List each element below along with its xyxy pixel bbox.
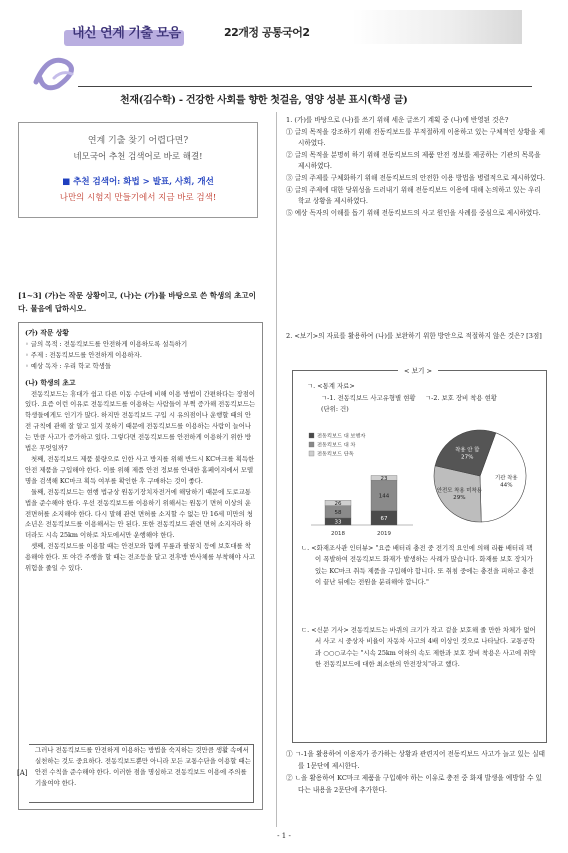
accident-bar-chart <box>303 429 419 541</box>
series-title: 22개정 공통국어2 <box>224 26 310 39</box>
bracket-a <box>17 744 254 803</box>
ga-item: ◦ 예상 독자 : 우리 학교 학생들 <box>25 361 112 370</box>
pie-slice-label: 안전모 착용 미착용 <box>436 487 482 494</box>
page-number: - 1 - <box>277 832 291 840</box>
legend-swatch <box>309 451 314 456</box>
bracket-a-label: [A] <box>17 769 28 777</box>
passage-box <box>18 322 263 810</box>
na-paragraph: 첫째, 전동킥보드 제품 불량으로 인한 사고 방지를 위해 반드시 KC마크를 획득한 안전 제품을 구입해야 한다. 이를 위해 제품 안전 정보를 안내한 홈페이지에서 모델명을 검색해 KC마크 획득 여부를 확인한 후 구매하는 것이 좋다. <box>25 454 255 485</box>
question-1-stem: 1. (가)를 바탕으로 (나)를 쓰기 위해 세운 글쓰기 계획 중 (나)에 반영된 것은? <box>286 116 509 124</box>
legend-label: 전동킥보드 대 보행자 <box>317 433 366 440</box>
document-title: 천재(김수학) - 건강한 사회를 향한 첫걸음, 영양 성분 표시(학생 글) <box>120 95 408 106</box>
pie-chart-title: ㄱ-2. 보호 장비 착용 현황 <box>425 394 497 402</box>
na-paragraph: 전동킥보드는 휴대가 쉽고 다른 이동 수단에 비해 이용 방법이 간편하다는 장점이 있다. 요즘 이런 이유로 전동킥보드를 이용하는 사람들이 부쩍 증가해 전동킥보드는 학생들에게도 인기가 많다. 하지만 전동킥보드 구입 시 유의점이나 운행할 때의 안전 규칙에 관해 잘 알고 있지 못하기 때문에 전동킥보드를 이용하는 사람이 늘어나는 만큼 사고가 증가하고 있다. 그렇다면 전동킥보드를 안전하게 이용하기 위한 방법은 무엇일까? <box>25 389 256 453</box>
article-text: ㄷ. <신문 기사> 전동킥보드는 바퀴의 크기가 작고 겉을 보호해 줄 만한 차체가 없어서 사고 시 중상자 비율이 자동차 사고의 4배 이상인 것으로 나타났다. 교통공학과 ○○○교수는 "시속 25km 이하의 속도 제한과 보호 장비 착용은 사고에 취약한 전동킥보드에 대한 최소한의 안전장치"라고 했다. <box>301 626 536 669</box>
bar-value-label: 23 <box>380 475 388 482</box>
column-divider <box>276 112 277 827</box>
promo-line-2: 네모국어 추천 검색어로 바로 해결! <box>73 152 203 162</box>
option[interactable]: ④ 글의 주제에 대한 당위성을 드러내기 위해 전동킥보드 이용에 대해 논의하고 있는 우리 학교 상황을 제시하였다. <box>286 185 541 206</box>
category-tick-label: 2018 <box>331 531 345 537</box>
option[interactable]: ② ㄴ을 활용하여 KC마크 제품을 구입해야 하는 이유로 충전 중 화재 발생을 예방할 수 있다는 내용을 2문단에 추가한다. <box>286 774 542 794</box>
question-set-intro: [1~3] (가)는 작문 상황이고, (나)는 (가)를 바탕으로 쓴 학생의 초고이다. 물음에 답하시오. <box>18 291 256 313</box>
pie-slice-label: 기관 착용 <box>495 475 518 482</box>
question-1 <box>286 115 546 219</box>
legend-label: 전동킥보드 단독 <box>317 451 354 458</box>
bracket-a-text: 그러나 전동킥보드를 안전하게 이용하는 방법을 숙지하는 것만큼 생활 속에서 실천하는 것도 중요하다. 전동킥보드뿐만 아니라 모든 교통수단을 이용할 때는 안전 수칙을 준수해야 한다. 이러한 점을 명심하고 전동킥보드 이용에 주의를 기울여야 한다. <box>35 746 251 787</box>
pie-slice-value: 44% <box>500 482 513 489</box>
legend-label: 전동킥보드 대 차 <box>317 442 356 449</box>
protective-gear-pie-chart <box>421 417 539 535</box>
bar-value-label: 144 <box>378 493 390 500</box>
stats-heading: ㄱ. <통계 자료> <box>307 382 355 390</box>
bar-value-label: 26 <box>334 500 342 507</box>
legend-swatch <box>309 433 314 438</box>
bar-value-label: 58 <box>334 509 342 516</box>
ga-item: ◦ 주제 : 전동킥보드를 안전하게 이용하자. <box>25 350 142 359</box>
section-na-title: (나) 학생의 초고 <box>25 378 76 387</box>
bar-value-label: 67 <box>380 515 388 522</box>
promo-line-1: 연계 기출 찾기 어렵다면? <box>87 136 189 146</box>
ga-item: ◦ 글의 목적 : 전동킥보드를 안전하게 이용하도록 설득하기 <box>25 339 188 348</box>
option[interactable]: ⑤ 예상 독자의 이해를 돕기 위해 전동킥보드의 사고 원인을 사례를 중심으로 제시하였다. <box>286 208 541 217</box>
na-paragraph: 둘째, 전동킥보드는 현행 법규상 원동기장치자전거에 해당하기 때문에 도로교통법을 준수해야 한다. 우선 전동킥보드를 이용하기 위해서는 원동기 면허 이상의 운전면허를 소지해야 한다. 다시 말해 관련 면허를 소지할 수 없는 만 16세 미만의 청소년은 전동킥보드를 이용해서는 안 된다. 또한 전동킥보드 관련 면허 소지자라 하더라도 시속 25km 이하로 차도에서만 운행해야 한다. <box>25 487 253 540</box>
pie-slice-value: 27% <box>461 454 474 461</box>
promo-box <box>18 122 258 218</box>
title-rule <box>78 86 532 87</box>
bogi-box <box>292 367 547 743</box>
badge-title: 내신 연계 기출 모음 <box>72 26 181 41</box>
question-2-stem: 2. <보기>의 자료를 활용하여 (나)를 보완하기 위한 방안으로 적절하지 않은 것은? [3점] <box>286 332 542 340</box>
pie-slice-label: 착용 안 함 <box>455 447 480 454</box>
bar-value-label: 33 <box>334 519 342 526</box>
banner-gradient <box>352 10 522 44</box>
option[interactable]: ③ 글의 주제를 구체화하기 위해 전동킥보드의 안전한 이용 방법을 병렬적으로 제시하였다. <box>286 173 545 182</box>
option[interactable]: ① ㄱ-1을 활용하여 이용자가 증가하는 상황과 관련지어 전동킥보드 사고가 늘고 있는 실태를 1문단에 제시한다. <box>286 750 546 770</box>
na-paragraph: 셋째, 전동킥보드를 이용할 때는 안전모와 함께 무릎과 팔꿈치 등에 보호대를 착용해야 한다. 또 야간 주행을 할 때는 전조등을 달고 전후방 반사체를 부착해야 사고 위험을 줄일 수 있다. <box>25 542 256 573</box>
legend-swatch <box>309 442 314 447</box>
bar-chart-title: ㄱ-1. 전동킥보드 사고유형별 현황(단위: 건) <box>321 394 416 413</box>
category-tick-label: 2019 <box>377 531 391 537</box>
header-banner <box>52 10 514 50</box>
bogi-label: < 보기 > <box>398 365 438 375</box>
option[interactable]: ② 글의 목적을 분명히 하기 위해 전동킥보드의 제품 안전 정보를 제공하는 기관의 목록을 제시하였다. <box>286 150 541 171</box>
interview-text: ㄴ. <화재조사관 인터뷰> "요즘 배터리 충전 중 전기적 요인에 의해 리튬 배터리 팩이 폭발하여 전동킥보드 화재가 발생하는 사례가 많습니다. 화재를 보호 장치가 있는 KC마크 취득 제품을 구입해야 합니다. 또 취침 중에는 충전을 피하고 충전이 끝난 뒤에는 전원을 분리해야 합니다." <box>301 544 535 587</box>
option[interactable]: ① 글의 목적을 강조하기 위해 전동킥보드를 부적절하게 이용하고 있는 구체적인 상황을 제시하였다. <box>286 127 545 148</box>
section-ga-title: (가) 작문 상황 <box>25 329 69 337</box>
article-bullet <box>301 625 537 671</box>
question-2-options <box>286 748 548 796</box>
pie-slice-value: 29% <box>453 494 466 501</box>
promo-keyword: ■ 추천 검색어: 화법 > 발표, 사회, 개선 <box>62 177 214 187</box>
interview-bullet <box>301 543 537 589</box>
promo-line-4: 나만의 시험지 만들기에서 지금 바로 검색! <box>59 193 217 203</box>
